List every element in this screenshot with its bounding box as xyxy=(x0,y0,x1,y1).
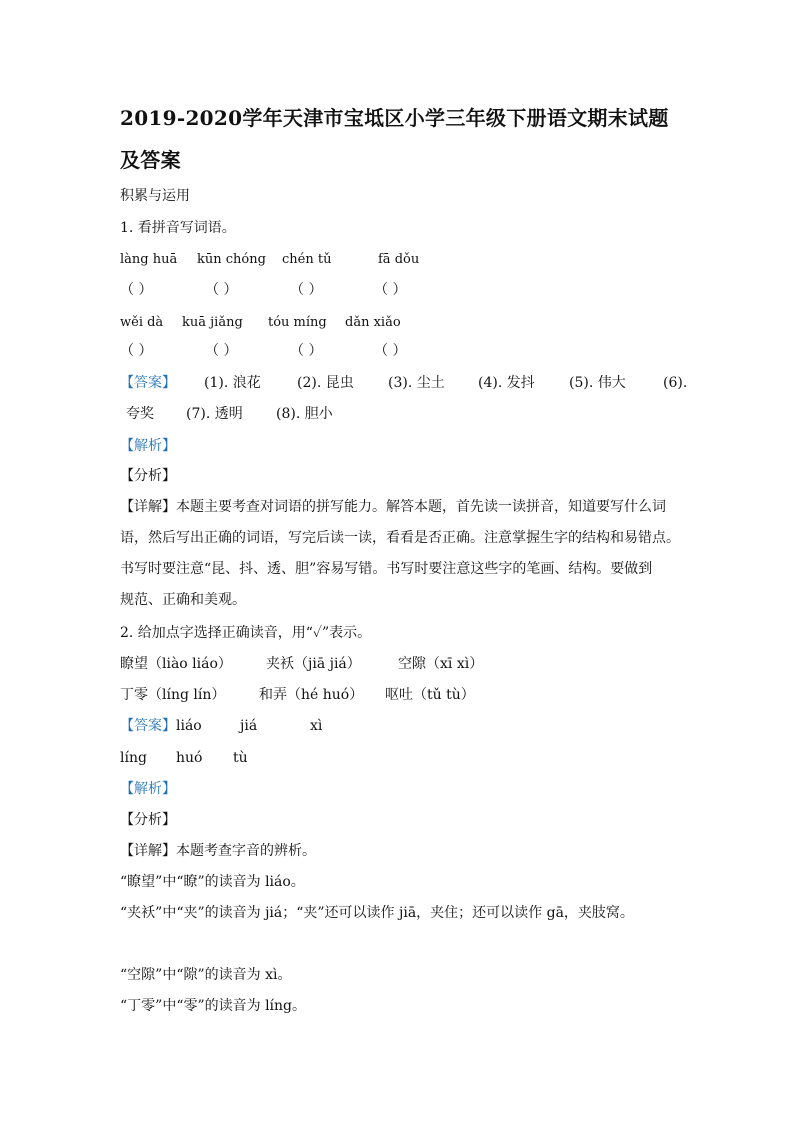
detail-line: “夹袄”中“夹”的读音为 jiá；“夹”还可以读作 jiā，夹住；还可以读作 gā，夹肢窝。 xyxy=(120,905,634,921)
q2-prompt: 2. 给加点字选择正确读音，用“✓”表示。 xyxy=(120,625,372,641)
answer-item: (8). 胆小 xyxy=(276,406,333,422)
reading-option: 瞭望（liào liáo） xyxy=(120,656,232,672)
answer-tag: 【答案】 xyxy=(120,718,176,734)
answer-item: (6). xyxy=(663,375,688,391)
answer-item: líng xyxy=(120,750,147,766)
detail-line: “空隙”中“隙”的读音为 xì。 xyxy=(120,967,292,983)
detail-line: 书写时要注意“昆、抖、透、胆”容易写错。书写时要注意这些字的笔画、结构。要做到 xyxy=(120,561,653,577)
detail-line: “瞭望”中“瞭”的读音为 liáo。 xyxy=(120,874,305,890)
detail-line: 【详解】本题主要考查对词语的拼写能力。解答本题，首先读一读拼音，知道要写什么词 xyxy=(120,499,666,515)
detail-line: 【详解】本题考查字音的辨析。 xyxy=(120,843,316,859)
pinyin-item: fā dǒu xyxy=(378,252,420,267)
reading-option: 和弄（hé huó） xyxy=(259,687,364,703)
q2-analysis-tag: 【解析】 xyxy=(120,781,176,797)
answer-item: (5). 伟大 xyxy=(569,375,626,391)
answer-blank: （ ） xyxy=(290,282,323,298)
pinyin-item: wěi dà xyxy=(120,315,164,330)
pinyin-item: làng huā xyxy=(120,252,178,267)
reading-option: 呕吐（tǔ tù） xyxy=(385,687,475,703)
answer-blank: （ ） xyxy=(374,282,407,298)
answer-blank: （ ） xyxy=(374,343,407,359)
answer-blank: （ ） xyxy=(120,343,153,359)
pinyin-item: kuā jiǎng xyxy=(182,315,243,330)
pinyin-item: tóu míng xyxy=(268,315,327,330)
q1-fenxi: 【分析】 xyxy=(120,468,176,484)
pinyin-item: chén tǔ xyxy=(282,252,332,267)
answer-blank: （ ） xyxy=(120,282,153,298)
detail-line: 规范、正确和美观。 xyxy=(120,592,246,608)
answer-tag: 【答案】 xyxy=(120,375,176,391)
answer-item: huó xyxy=(176,750,203,766)
answer-item: (2). 昆虫 xyxy=(297,375,354,391)
answer-item: (7). 透明 xyxy=(186,406,243,422)
doc-title-line1: 2019-2020学年天津市宝坻区小学三年级下册语文期末试题 xyxy=(120,106,669,130)
section-heading: 积累与运用 xyxy=(120,188,190,204)
answer-item: liáo xyxy=(176,718,202,734)
answer-blank: （ ） xyxy=(205,282,238,298)
answer-blank: （ ） xyxy=(290,343,323,359)
pinyin-item: kūn chóng xyxy=(197,252,266,267)
doc-title-line2: 及答案 xyxy=(120,148,181,172)
pinyin-item: dǎn xiǎo xyxy=(345,315,401,330)
q1-analysis-tag: 【解析】 xyxy=(120,438,176,454)
detail-line: “丁零”中“零”的读音为 líng。 xyxy=(120,998,307,1014)
q1-prompt: 1. 看拼音写词语。 xyxy=(120,220,236,236)
answer-item: 夸奖 xyxy=(126,406,154,422)
answer-item: (4). 发抖 xyxy=(478,375,535,391)
reading-option: 空隙（xī xì） xyxy=(398,656,484,672)
answer-blank: （ ） xyxy=(205,343,238,359)
detail-line: 语，然后写出正确的词语，写完后读一读，看看是否正确。注意掌握生字的结构和易错点。 xyxy=(120,530,680,546)
answer-item: xì xyxy=(310,718,323,734)
answer-item: tù xyxy=(233,750,248,766)
reading-option: 丁零（líng lín） xyxy=(120,687,226,703)
answer-item: (3). 尘土 xyxy=(388,375,445,391)
answer-item: jiá xyxy=(240,718,258,734)
q2-fenxi: 【分析】 xyxy=(120,812,176,828)
answer-item: (1). 浪花 xyxy=(204,375,261,391)
reading-option: 夹袄（jiā jiá） xyxy=(266,656,361,672)
